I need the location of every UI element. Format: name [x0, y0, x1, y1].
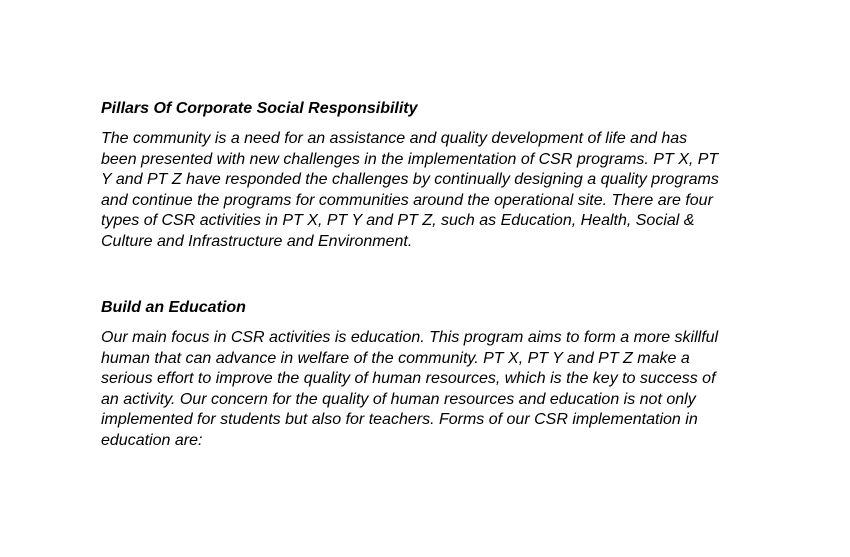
section-build-education [101, 298, 761, 452]
section-csr-pillars [101, 99, 761, 253]
paragraph-line: been presented with new challenges in the implementation of CSR programs. PT X, PT [101, 150, 719, 168]
paragraph-line: Y and PT Z have responded the challenges by continually designing a quality programs [101, 171, 719, 189]
paragraph-line: Our main focus in CSR activities is education. This program aims to form a more skillful [101, 329, 719, 346]
section-heading: Pillars Of Corporate Social Responsibility [101, 100, 418, 117]
paragraph-line: and continue the programs for communities around the operational site. There are four [101, 191, 713, 209]
section-paragraph [101, 328, 761, 452]
paragraph-line: The community is a need for an assistance and quality development of life and has [101, 130, 688, 147]
paragraph-line: human that can advance in welfare of the community. PT X, PT Y and PT Z make a [101, 349, 690, 367]
paragraph-line: implemented for students but also for teachers. Forms of our CSR implementation in [101, 411, 698, 429]
paragraph-line: education are: [101, 431, 203, 449]
section-paragraph [101, 129, 761, 253]
paragraph-line: serious effort to improve the quality of human resources, which is the key to success of [101, 370, 716, 388]
paragraph-line: types of CSR activities in PT X, PT Y and PT Z, such as Education, Health, Social & [101, 212, 695, 230]
section-heading: Build an Education [101, 299, 246, 316]
paragraph-line: Culture and Infrastructure and Environment. [101, 232, 413, 250]
paragraph-line: an activity. Our concern for the quality of human resources and education is not only [101, 390, 696, 408]
